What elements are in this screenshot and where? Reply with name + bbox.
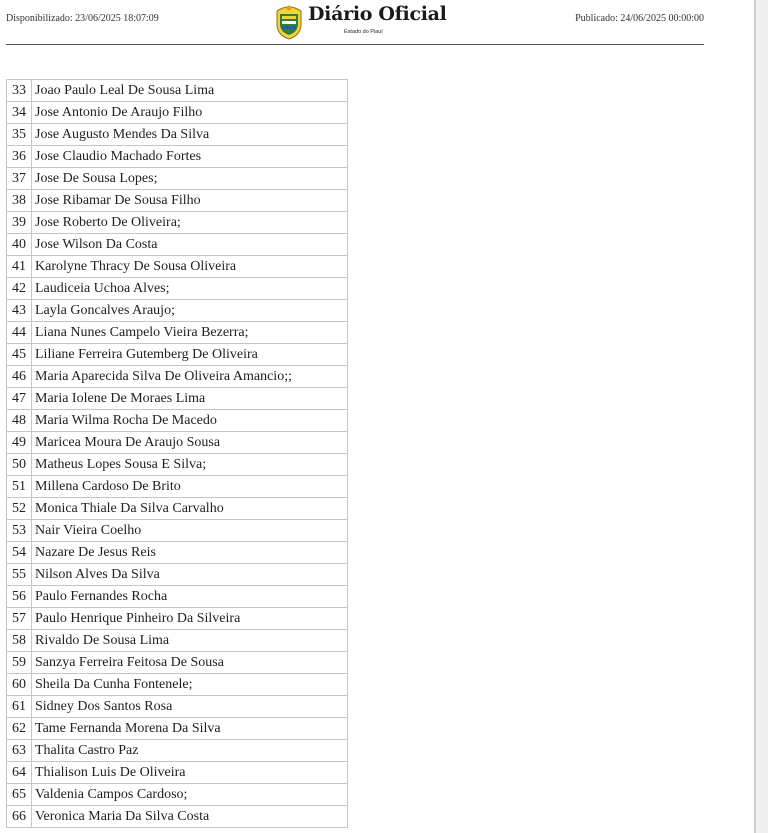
table-row: [7, 718, 348, 740]
row-number: 50: [7, 454, 32, 476]
row-number: 56: [7, 586, 32, 608]
person-name: Jose Augusto Mendes Da Silva: [32, 124, 348, 146]
person-name: Thalita Castro Paz: [32, 740, 348, 762]
table-row: [7, 740, 348, 762]
publication-date: Publicado: 24/06/2025 00:00:00: [575, 13, 704, 24]
row-number: 39: [7, 212, 32, 234]
row-number: 53: [7, 520, 32, 542]
row-number: 48: [7, 410, 32, 432]
person-name: Karolyne Thracy De Sousa Oliveira: [32, 256, 348, 278]
table-row: [7, 652, 348, 674]
person-name: Sanzya Ferreira Feitosa De Sousa: [32, 652, 348, 674]
table-row: [7, 586, 348, 608]
row-number: 40: [7, 234, 32, 256]
table-row: [7, 146, 348, 168]
table-row: [7, 806, 348, 828]
table-row: [7, 696, 348, 718]
roster-table: [6, 79, 348, 828]
availability-date: Disponibilizado: 23/06/2025 18:07:09: [6, 13, 159, 24]
person-name: Maria Aparecida Silva De Oliveira Amancio;;: [32, 366, 348, 388]
person-name: Nair Vieira Coelho: [32, 520, 348, 542]
row-number: 49: [7, 432, 32, 454]
state-crest-icon: [274, 2, 304, 40]
person-name: Joao Paulo Leal De Sousa Lima: [32, 80, 348, 102]
table-row: [7, 608, 348, 630]
row-number: 58: [7, 630, 32, 652]
person-name: Nilson Alves Da Silva: [32, 564, 348, 586]
table-row: [7, 190, 348, 212]
person-name: Sheila Da Cunha Fontenele;: [32, 674, 348, 696]
row-number: 63: [7, 740, 32, 762]
row-number: 55: [7, 564, 32, 586]
row-number: 43: [7, 300, 32, 322]
brand-title: Diário Oficial: [308, 3, 447, 25]
row-number: 57: [7, 608, 32, 630]
table-row: [7, 520, 348, 542]
row-number: 34: [7, 102, 32, 124]
table-row: [7, 542, 348, 564]
table-row: [7, 168, 348, 190]
person-name: Liliane Ferreira Gutemberg De Oliveira: [32, 344, 348, 366]
person-name: Maria Wilma Rocha De Macedo: [32, 410, 348, 432]
person-name: Millena Cardoso De Brito: [32, 476, 348, 498]
table-row: [7, 674, 348, 696]
person-name: Jose De Sousa Lopes;: [32, 168, 348, 190]
row-number: 64: [7, 762, 32, 784]
person-name: Jose Ribamar De Sousa Filho: [32, 190, 348, 212]
row-number: 47: [7, 388, 32, 410]
row-number: 33: [7, 80, 32, 102]
row-number: 65: [7, 784, 32, 806]
person-name: Maria Iolene De Moraes Lima: [32, 388, 348, 410]
table-row: [7, 344, 348, 366]
table-row: [7, 564, 348, 586]
roster-body: [7, 80, 348, 828]
table-row: [7, 388, 348, 410]
person-name: Jose Wilson Da Costa: [32, 234, 348, 256]
person-name: Valdenia Campos Cardoso;: [32, 784, 348, 806]
table-row: [7, 762, 348, 784]
person-name: Thialison Luis De Oliveira: [32, 762, 348, 784]
row-number: 35: [7, 124, 32, 146]
person-name: Layla Goncalves Araujo;: [32, 300, 348, 322]
table-row: [7, 300, 348, 322]
brand-subtitle: Estado do Piauí: [344, 29, 383, 35]
page-header: [6, 0, 704, 45]
row-number: 38: [7, 190, 32, 212]
person-name: Nazare De Jesus Reis: [32, 542, 348, 564]
table-row: [7, 432, 348, 454]
person-name: Monica Thiale Da Silva Carvalho: [32, 498, 348, 520]
row-number: 44: [7, 322, 32, 344]
person-name: Matheus Lopes Sousa E Silva;: [32, 454, 348, 476]
person-name: Maricea Moura De Araujo Sousa: [32, 432, 348, 454]
table-row: [7, 454, 348, 476]
table-row: [7, 410, 348, 432]
table-row: [7, 784, 348, 806]
row-number: 46: [7, 366, 32, 388]
person-name: Paulo Henrique Pinheiro Da Silveira: [32, 608, 348, 630]
row-number: 52: [7, 498, 32, 520]
person-name: Rivaldo De Sousa Lima: [32, 630, 348, 652]
row-number: 36: [7, 146, 32, 168]
table-row: [7, 366, 348, 388]
row-number: 37: [7, 168, 32, 190]
table-row: [7, 630, 348, 652]
table-row: [7, 212, 348, 234]
person-name: Liana Nunes Campelo Vieira Bezerra;: [32, 322, 348, 344]
row-number: 62: [7, 718, 32, 740]
row-number: 66: [7, 806, 32, 828]
row-number: 59: [7, 652, 32, 674]
row-number: 41: [7, 256, 32, 278]
person-name: Tame Fernanda Morena Da Silva: [32, 718, 348, 740]
person-name: Jose Roberto De Oliveira;: [32, 212, 348, 234]
table-row: [7, 256, 348, 278]
person-name: Laudiceia Uchoa Alves;: [32, 278, 348, 300]
person-name: Paulo Fernandes Rocha: [32, 586, 348, 608]
table-row: [7, 124, 348, 146]
table-row: [7, 278, 348, 300]
page-edge: [754, 0, 756, 833]
table-row: [7, 498, 348, 520]
row-number: 51: [7, 476, 32, 498]
person-name: Jose Claudio Machado Fortes: [32, 146, 348, 168]
table-row: [7, 102, 348, 124]
table-row: [7, 322, 348, 344]
person-name: Jose Antonio De Araujo Filho: [32, 102, 348, 124]
row-number: 54: [7, 542, 32, 564]
row-number: 45: [7, 344, 32, 366]
table-row: [7, 234, 348, 256]
row-number: 61: [7, 696, 32, 718]
person-name: Veronica Maria Da Silva Costa: [32, 806, 348, 828]
person-name: Sidney Dos Santos Rosa: [32, 696, 348, 718]
table-row: [7, 476, 348, 498]
row-number: 42: [7, 278, 32, 300]
brand-logo: [274, 2, 447, 40]
row-number: 60: [7, 674, 32, 696]
table-row: [7, 80, 348, 102]
